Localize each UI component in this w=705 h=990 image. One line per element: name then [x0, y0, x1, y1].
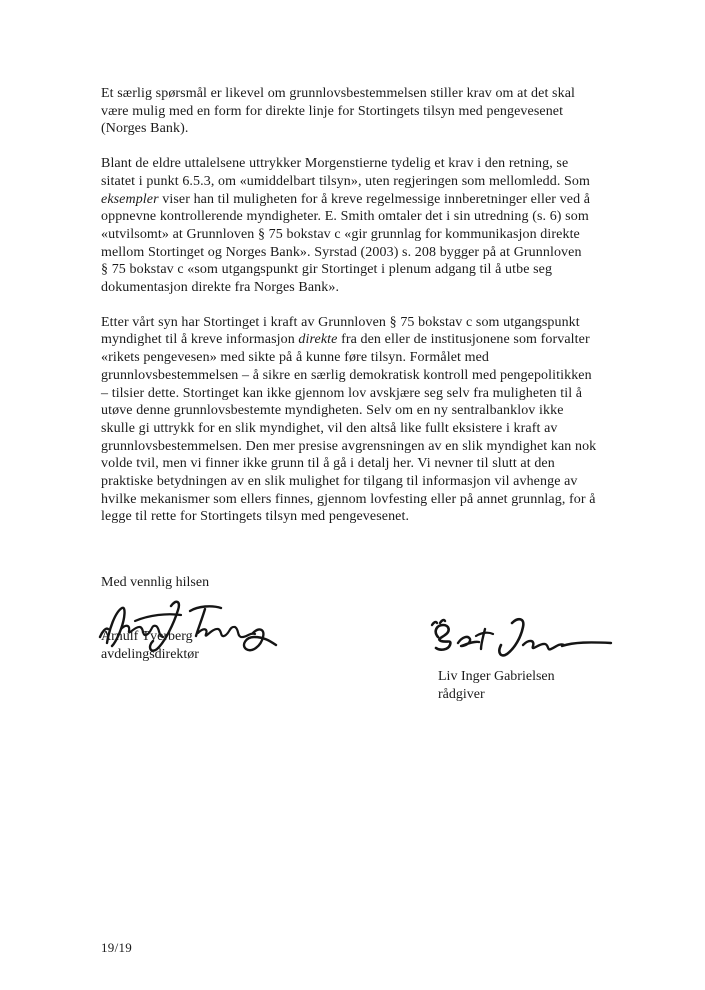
handwritten-signature-icon	[428, 616, 613, 662]
signature-area	[101, 592, 705, 732]
signer-title: rådgiver	[438, 686, 485, 702]
signer-name: Liv Inger Gabrielsen	[438, 668, 555, 684]
paragraph: Etter vårt syn har Stortinget i kraft av Grunnloven § 75 bokstav c som utgangspunkt myndighet til å kreve informasjon direkte fra den eller de institusjonene som forvalter «rikets pengevesen» med sikte på å kunne føre tilsyn. Formålet med grunnlovsbestemmelsen – å sikre en særlig demokratisk kontroll med pengepolitikken – tilsier dette. Stortinget kan ikke gjennom lov avskjære seg selv fra muligheten til å utøve denne grunnlovsbestemte myndigheten. Selv om en ny sentralbanklov ikke skulle gi uttrykk for en slik myndighet, vil den altså like fullt eksistere i kraft av grunnlovsbestemmelsen. Den mer presise avgrensningen av en slik myndighet kan nok volde tvil, men vi finner ikke grunn til å gå i detalj her. Vi nevner til slutt at den praktiske betydningen av en slik mulighet for tilgang til informasjon vil avhenge av hvilke mekanismer som ellers finnes, gjennom lovfesting eller på annet grunnlag, for å legge til rette for Stortingets tilsyn med pengevesenet.	[101, 314, 597, 525]
page-number: 19/19	[101, 940, 133, 955]
paragraph: Blant de eldre uttalelsene uttrykker Morgenstierne tydelig et krav i den retning, se sitatet i punkt 6.5.3, om «umiddelbart tilsyn», uten regjeringen som mellomledd. Som eksempler viser han til muligheten for å kreve regelmessige innberetninger eller ved å oppnevne kontrollerende myndigheter. E. Smith omtaler det i sin utredning (s. 6) som «utvilsomt» at Grunnloven § 75 bokstav c «gir grunnlag for kommunikasjon direkte mellom Stortinget og Norges Bank». Syrstad (2003) s. 208 bygger på at Grunnloven § 75 bokstav c «som utgangspunkt gir Stortinget i plenum adgang til å utbe seg dokumentasjon direkte fra Norges Bank».	[101, 156, 591, 296]
signer-title: avdelingsdirektør	[101, 646, 199, 662]
paragraph: Et særlig spørsmål er likevel om grunnlovsbestemmelsen stiller krav om at det skal være mulig med en form for direkte linje for Stortingets tilsyn med pengevesenet (Norges Bank).	[101, 86, 576, 137]
signer-name: Arnulf Tverberg	[101, 628, 193, 644]
letter-body	[101, 85, 626, 526]
closing-salutation: Med vennlig hilsen	[101, 575, 210, 591]
